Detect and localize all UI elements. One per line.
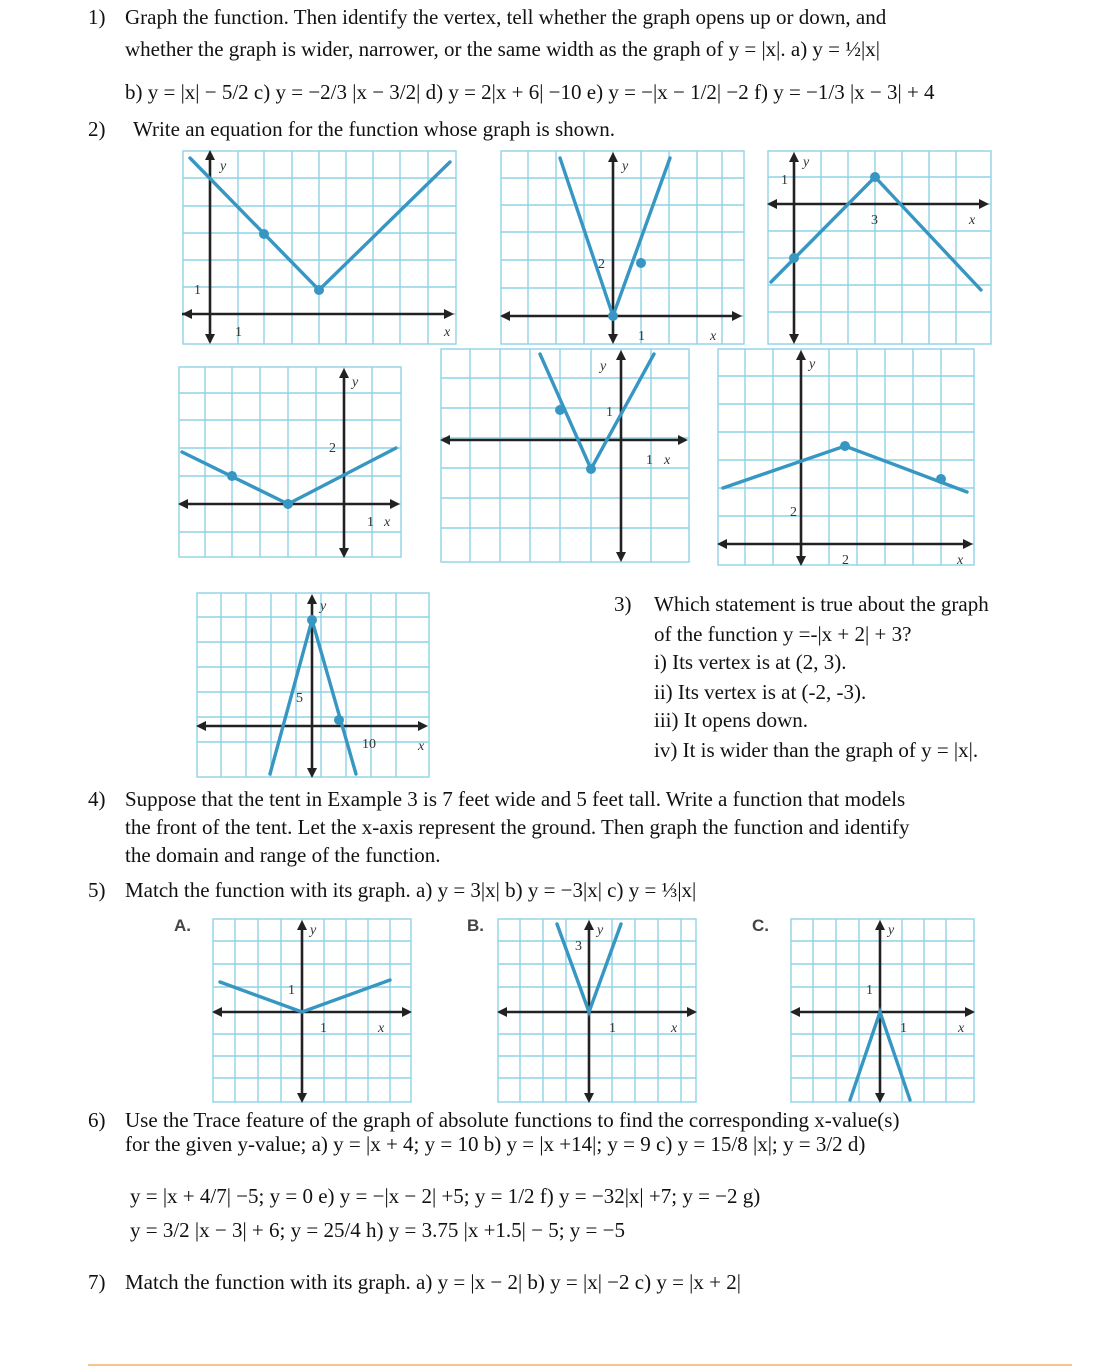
q3-line2: of the function y =-|x + 2| + 3? xyxy=(654,622,912,646)
g3-tick-y: 1 xyxy=(781,173,788,188)
g2-tick-x: 1 xyxy=(638,329,645,344)
g5-tick-y: 1 xyxy=(606,405,613,420)
gc-y-label: y xyxy=(888,923,895,938)
q4-line2: the front of the tent. Let the x-axis represent the ground. Then graph the function and identify xyxy=(125,815,910,839)
graph-4 xyxy=(178,366,402,558)
graph-1 xyxy=(182,150,457,345)
g1-x-label: x xyxy=(444,325,451,340)
q1-line3: b) y = |x| − 5/2 c) y = −2/3 |x − 3/2| d) y = 2|x + 6| −10 e) y = −|x − 1/2| −2 f) y = −1/3 |x − 3| + 4 xyxy=(125,80,935,104)
gb-x-label: x xyxy=(671,1021,678,1036)
g4-y-label: y xyxy=(352,375,359,390)
q3-option-3: iii) It opens down. xyxy=(654,708,808,732)
g7-tick-y: 5 xyxy=(296,691,303,706)
graph-b-letter: B. xyxy=(467,916,484,935)
g5-tick-x: 1 xyxy=(646,453,653,468)
gb-tick-x: 1 xyxy=(609,1021,616,1036)
q5-text: Match the function with its graph. a) y = 3|x| b) y = −3|x| c) y = ⅓|x| xyxy=(125,878,697,902)
graph-6 xyxy=(717,348,975,566)
g4-x-label: x xyxy=(384,515,391,530)
q7-text: Match the function with its graph. a) y = |x − 2| b) y = |x| −2 c) y = |x + 2| xyxy=(125,1270,741,1294)
g2-tick-y: 2 xyxy=(598,257,605,272)
graph-a xyxy=(212,918,412,1103)
q6-line1: Use the Trace feature of the graph of absolute functions to find the corresponding x-value(s) xyxy=(125,1108,900,1132)
q2-text: Write an equation for the function whose graph is shown. xyxy=(133,117,616,141)
g1-y-label: y xyxy=(220,159,227,174)
g2-x-label: x xyxy=(710,329,717,344)
q4-line3: the domain and range of the function. xyxy=(125,843,441,867)
q3-option-1: i) Its vertex is at (2, 3). xyxy=(654,650,847,674)
q6-number: 6) xyxy=(88,1108,106,1132)
g6-tick-x: 2 xyxy=(842,553,849,566)
graph-c-letter: C. xyxy=(752,916,769,935)
g3-y-label: y xyxy=(803,155,810,170)
gc-tick-y: 1 xyxy=(866,983,873,998)
ga-tick-x: 1 xyxy=(320,1021,327,1036)
bottom-rule xyxy=(88,1364,1072,1366)
g5-x-label: x xyxy=(664,453,671,468)
q4-number: 4) xyxy=(88,787,106,811)
q3-option-2: ii) Its vertex is at (-2, -3). xyxy=(654,680,867,704)
graph-c xyxy=(790,918,975,1103)
q4-line1: Suppose that the tent in Example 3 is 7 feet wide and 5 feet tall. Write a function that models xyxy=(125,787,906,811)
g4-tick-y: 2 xyxy=(329,441,336,456)
g6-y-label: y xyxy=(809,357,816,372)
g7-x-label: x xyxy=(418,739,425,754)
q3-number: 3) xyxy=(614,592,632,616)
g6-tick-y: 2 xyxy=(790,505,797,520)
graph-5 xyxy=(440,348,690,563)
q6-line4: y = 3/2 |x − 3| + 6; y = 25/4 h) y = 3.75 |x +1.5| − 5; y = −5 xyxy=(130,1218,625,1242)
q6-line2: for the given y-value; a) y = |x + 4; y = 10 b) y = |x +14|; y = 9 c) y = 15/8 |x|; y = 3/2 d) xyxy=(125,1132,866,1156)
ga-y-label: y xyxy=(310,923,317,938)
graph-2 xyxy=(500,150,745,345)
graph-a-letter: A. xyxy=(174,916,191,935)
g1-tick-y: 1 xyxy=(194,283,201,298)
q7-number: 7) xyxy=(88,1270,106,1294)
g1-tick-x: 1 xyxy=(235,325,242,340)
g7-y-label: y xyxy=(320,599,327,614)
q3-option-4: iv) It is wider than the graph of y = |x|. xyxy=(654,738,979,762)
graph-b xyxy=(497,918,697,1103)
g4-tick-x: 1 xyxy=(367,515,374,530)
g3-tick-x: 3 xyxy=(871,213,878,228)
g3-x-label: x xyxy=(969,213,976,228)
q1-number: 1) xyxy=(88,5,106,29)
q5-number: 5) xyxy=(88,878,106,902)
q3-line1: Which statement is true about the graph xyxy=(654,592,989,616)
gc-tick-x: 1 xyxy=(900,1021,907,1036)
g7-tick-x: 10 xyxy=(362,737,376,752)
g2-y-label: y xyxy=(622,159,629,174)
q1-line1: Graph the function. Then identify the vertex, tell whether the graph opens up or down, and xyxy=(125,5,887,29)
q2-number: 2) xyxy=(88,117,106,141)
gb-tick-y: 3 xyxy=(575,939,582,954)
q6-line3: y = |x + 4/7| −5; y = 0 e) y = −|x − 2| +5; y = 1/2 f) y = −32|x| +7; y = −2 g) xyxy=(130,1184,761,1208)
gc-x-label: x xyxy=(958,1021,965,1036)
ga-x-label: x xyxy=(378,1021,385,1036)
gb-y-label: y xyxy=(597,923,604,938)
q1-line2: whether the graph is wider, narrower, or the same width as the graph of y = |x|. a) y = ½|x| xyxy=(125,37,880,61)
g5-y-label: y xyxy=(600,359,607,374)
ga-tick-y: 1 xyxy=(288,983,295,998)
g6-x-label: x xyxy=(957,553,964,566)
graph-3 xyxy=(767,150,992,345)
graph-7 xyxy=(196,592,430,778)
